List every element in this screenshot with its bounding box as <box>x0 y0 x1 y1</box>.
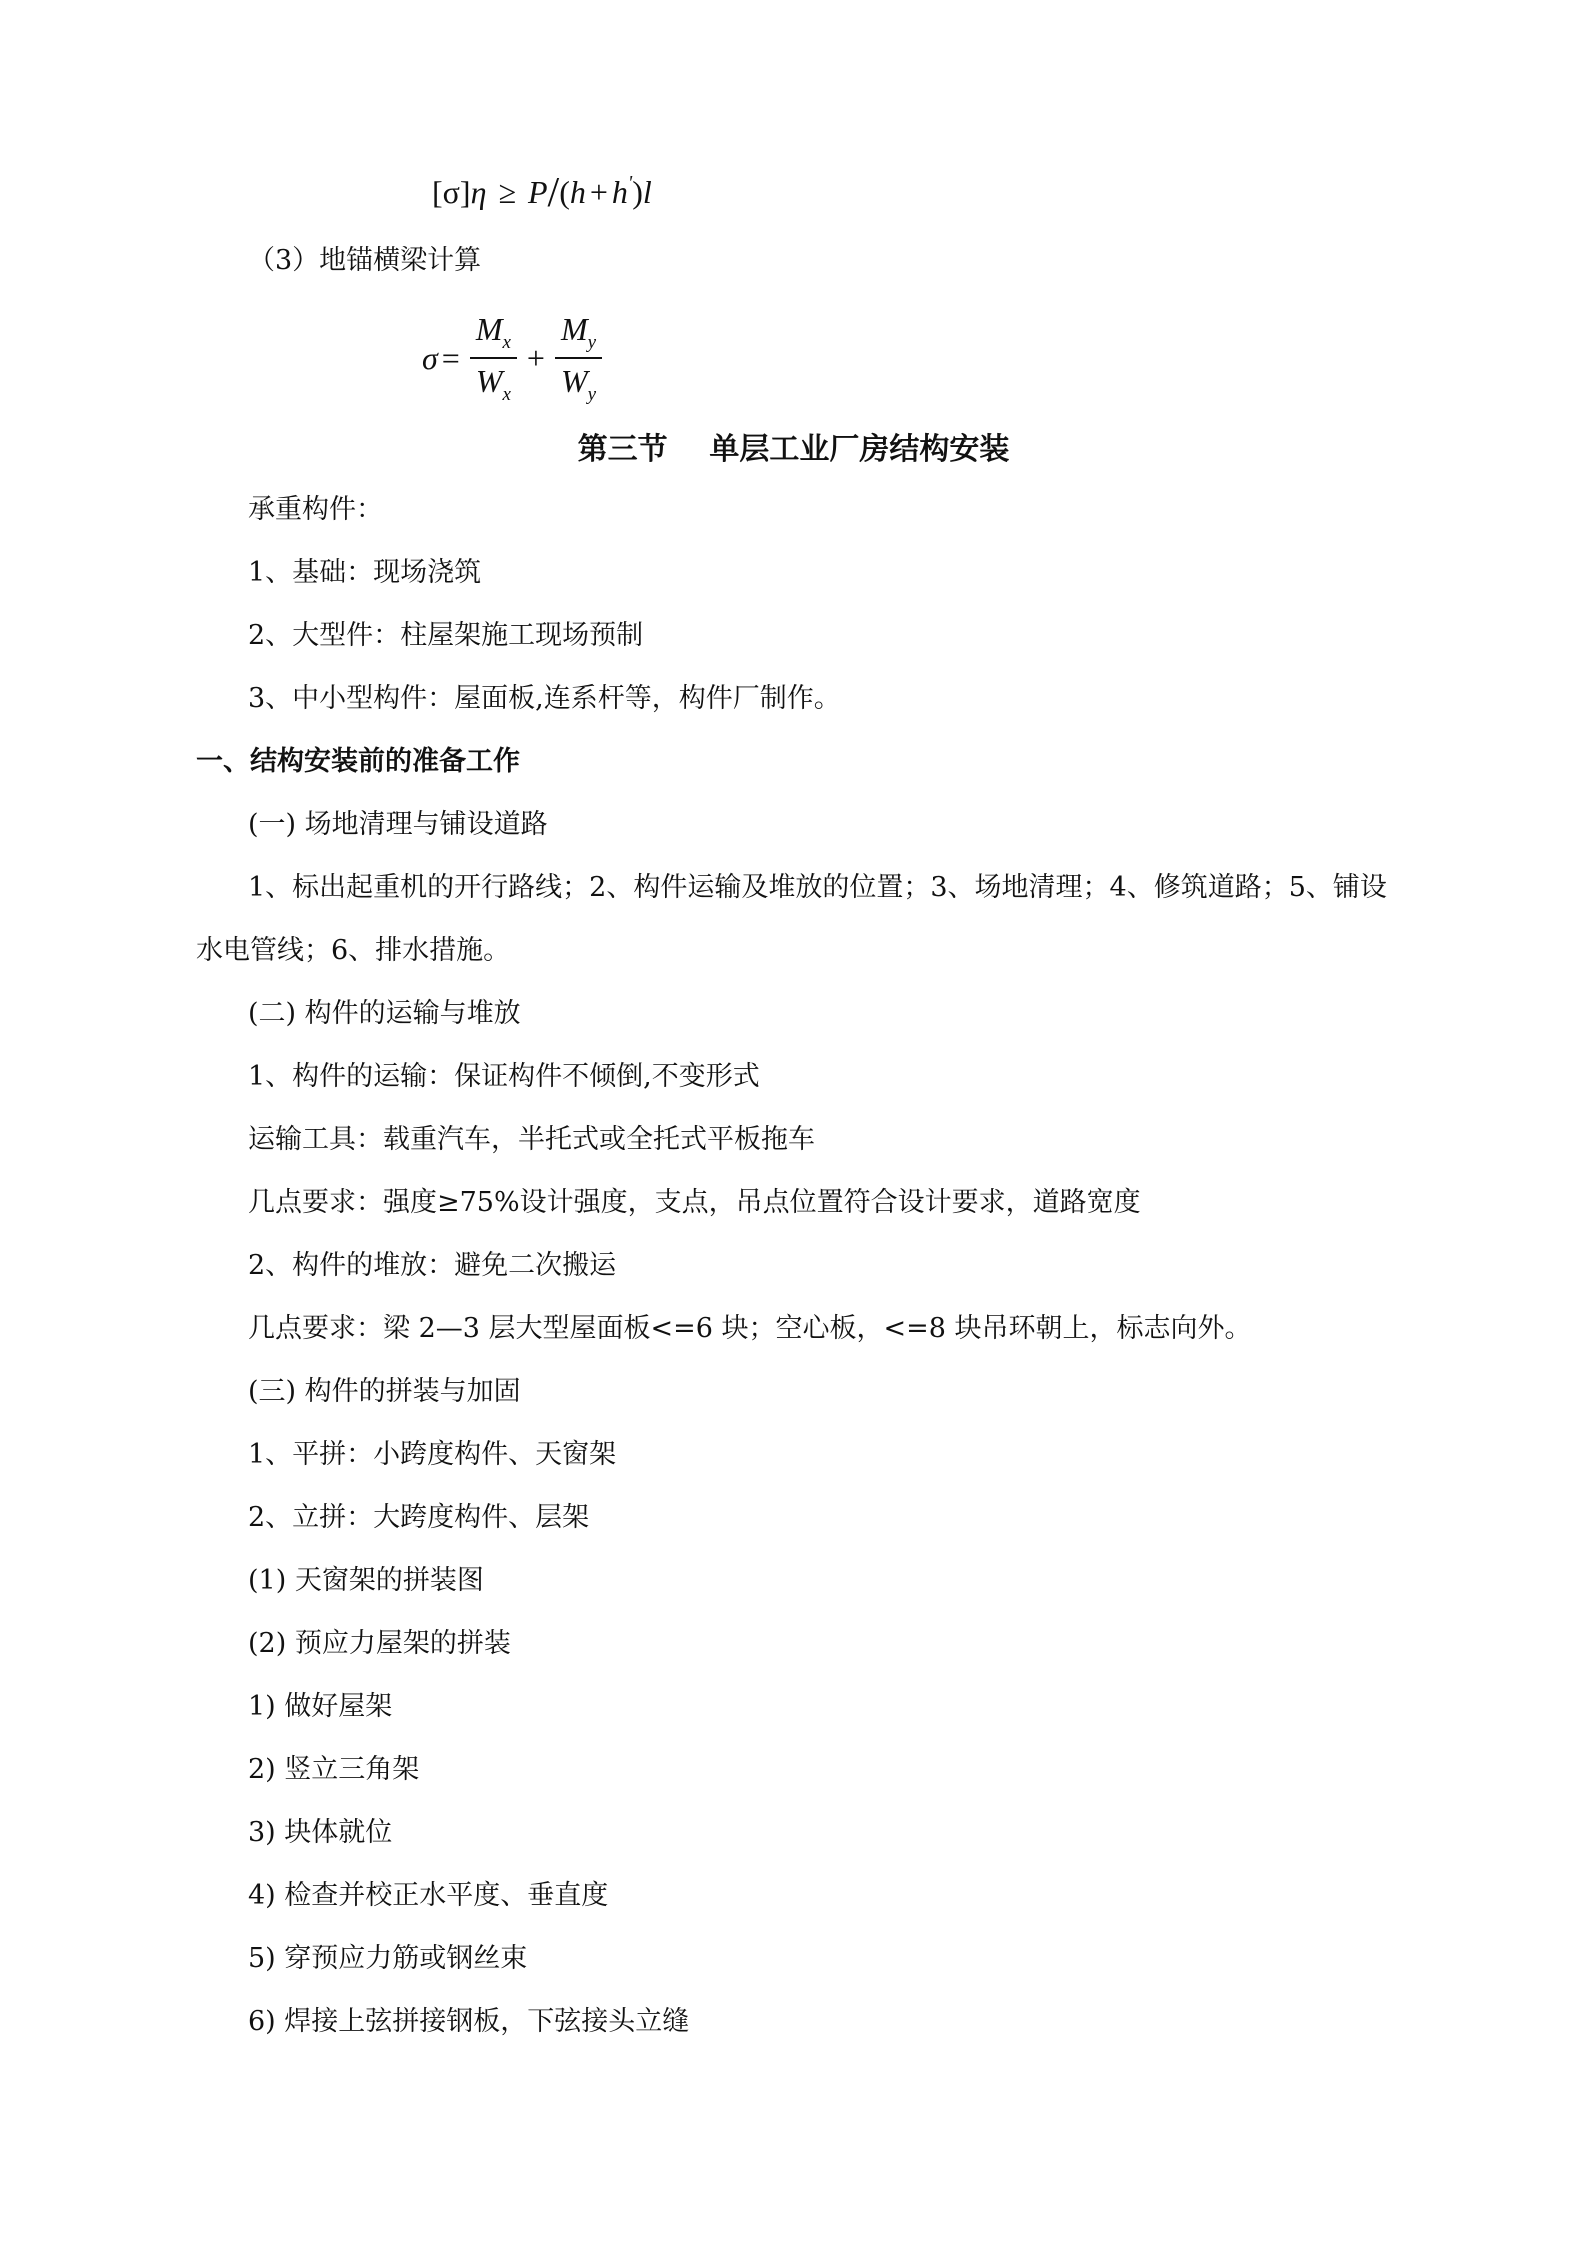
text-step-3: 3) 块体就位 <box>248 1817 393 1848</box>
frac-den-w-2: W <box>560 363 588 399</box>
text-transport: 1、构件的运输：保证构件不倾倒,不变形式 <box>248 1061 760 1092</box>
frac-den-sub-x: x <box>502 384 511 405</box>
formula-plus-2: + <box>526 339 545 376</box>
formula-geq: ≥ <box>498 174 516 210</box>
crossbeam-stress-formula <box>422 308 608 408</box>
frac-num-sub-y: y <box>587 332 597 353</box>
text-transport-storage: (二) 构件的运输与堆放 <box>248 998 521 1029</box>
formula-equals: = <box>441 339 460 376</box>
frac-num-sub-x: x <box>502 332 511 353</box>
text-skylight-frame: (1) 天窗架的拼装图 <box>248 1565 484 1596</box>
formula-h-prime-base: h <box>611 174 628 210</box>
text-transport-reqs: 几点要求：强度≥75%设计强度，支点，吊点位置符合设计要求，道路宽度 <box>248 1187 1141 1218</box>
formula-prime: ' <box>627 172 633 194</box>
text-step-2: 2) 竖立三角架 <box>248 1754 420 1785</box>
text-prestressed-truss: (2) 预应力屋架的拼装 <box>248 1628 511 1659</box>
frac-num-m: M <box>475 311 503 347</box>
formula-l: l <box>642 174 652 210</box>
text-crossbeam-calc: （3）地锚横梁计算 <box>248 245 482 276</box>
formula-close-paren: ) <box>632 174 643 210</box>
section-title: 第三节 单层工业厂房结构安装 <box>577 432 1010 467</box>
anchor-stress-formula <box>432 166 652 221</box>
text-step-4: 4) 检查并校正水平度、垂直度 <box>248 1880 609 1911</box>
text-storage-reqs: 几点要求：梁 2—3 层大型屋面板<=6 块；空心板，<=8 块吊环朝上，标志向外。 <box>248 1313 1252 1344</box>
frac-den-sub-y: y <box>587 384 597 405</box>
formula-eta: η <box>470 174 487 210</box>
fraction-mx-wx <box>470 309 517 407</box>
formula-h: h <box>569 174 586 210</box>
text-flat-assembly: 1、平拼：小跨度构件、天窗架 <box>248 1439 617 1470</box>
text-assembly: (三) 构件的拼装与加固 <box>248 1376 521 1407</box>
text-load-bearing: 承重构件： <box>248 494 383 525</box>
text-transport-tools: 运输工具：载重汽车，半托式或全托式平板拖车 <box>248 1124 815 1155</box>
text-large-parts: 2、大型件：柱屋架施工现场预制 <box>248 620 644 651</box>
text-small-parts: 3、中小型构件：屋面板,连系杆等，构件厂制作。 <box>248 683 841 714</box>
formula-plus: + <box>589 174 608 210</box>
fraction-my-wy <box>555 309 602 407</box>
frac-den-w: W <box>475 363 503 399</box>
text-steps-line-1: 1、标出起重机的开行路线；2、构件运输及堆放的位置；3、场地清理；4、修筑道路；5、铺设 <box>248 872 1387 903</box>
heading-preparation: 一、结构安装前的准备工作 <box>196 746 520 777</box>
formula-sigma: σ <box>422 339 438 376</box>
text-step-5: 5) 穿预应力筋或钢丝束 <box>248 1943 528 1974</box>
formula-p: P <box>528 174 548 210</box>
text-steps-line-2: 水电管线；6、排水措施。 <box>196 935 511 966</box>
frac-num-m-2: M <box>560 311 588 347</box>
text-site-clearing: (一) 场地清理与铺设道路 <box>248 809 548 840</box>
text-storage: 2、构件的堆放：避免二次搬运 <box>248 1250 617 1281</box>
text-vertical-assembly: 2、立拼：大跨度构件、层架 <box>248 1502 590 1533</box>
text-foundation: 1、基础：现场浇筑 <box>248 557 482 588</box>
formula-sigma-bracket: [σ] <box>432 174 471 210</box>
formula-slash: / <box>547 170 560 216</box>
formula-open-paren: ( <box>559 174 570 210</box>
text-step-1: 1) 做好屋架 <box>248 1691 393 1722</box>
text-step-6: 6) 焊接上弦拼接钢板，下弦接头立缝 <box>248 2006 690 2037</box>
